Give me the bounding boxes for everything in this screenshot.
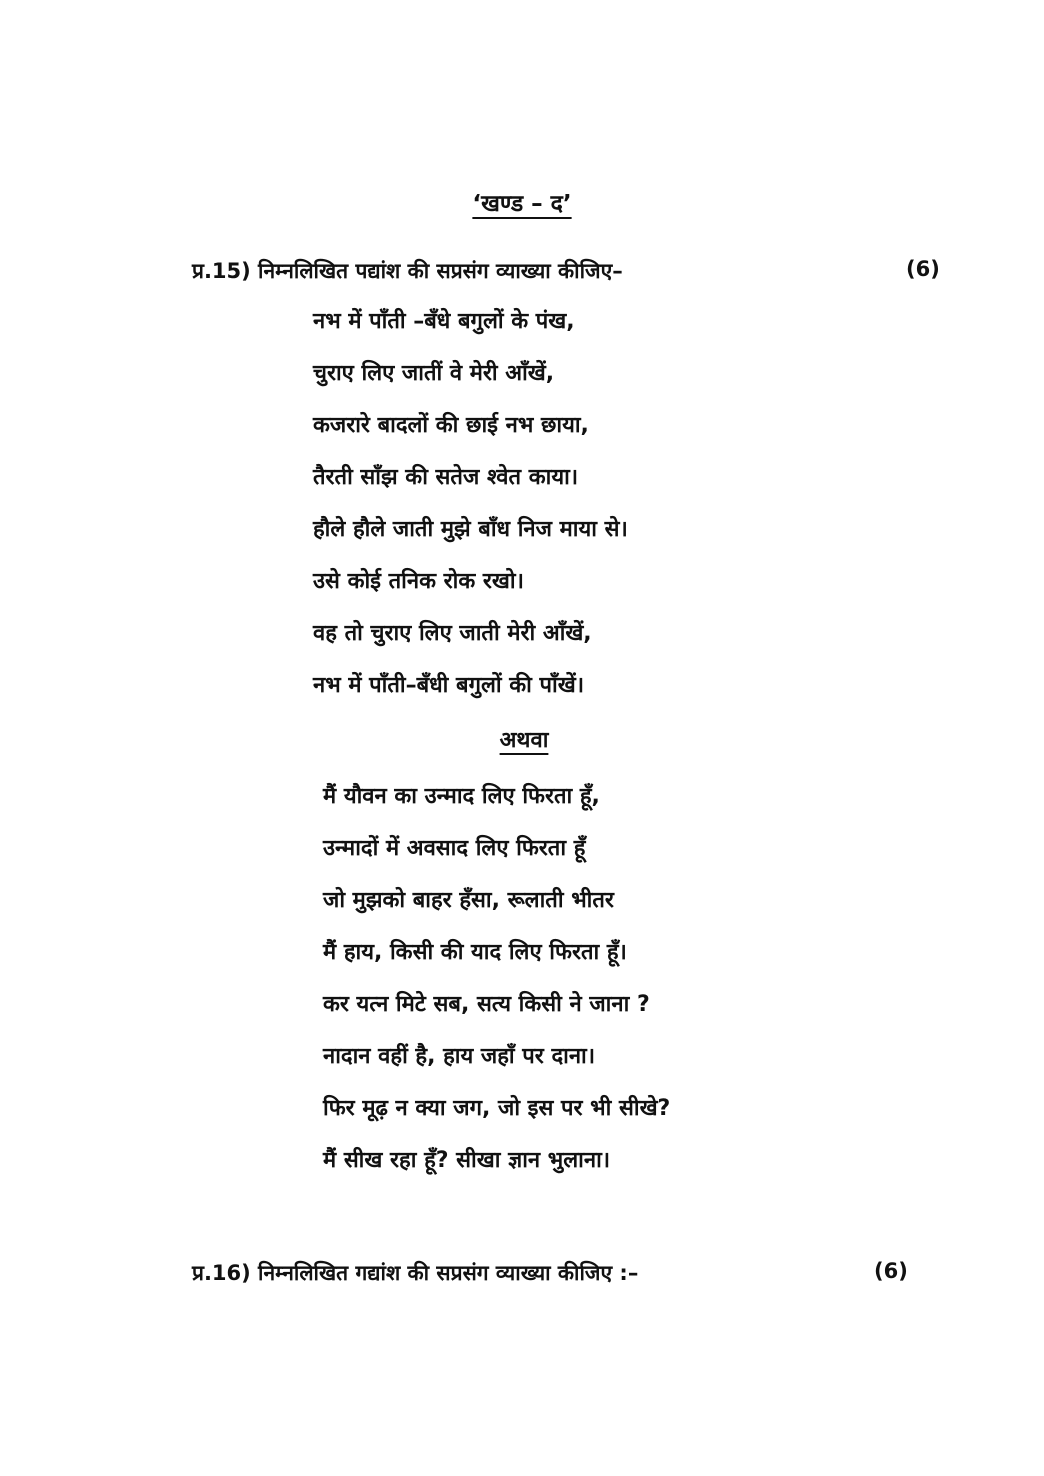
poem-1	[313, 296, 628, 712]
question-15-label: प्र.15) निम्नलिखित पद्यांश की सप्रसंग व्याख्या कीजिए–	[192, 259, 623, 283]
poem-line: मैं हाय, किसी की याद लिए फिरता हूँ।	[323, 940, 627, 965]
poem-line: फिर मूढ़ न क्या जग, जो इस पर भी सीखे?	[323, 1096, 671, 1121]
section-heading	[0, 186, 1044, 218]
question-15-marks: (6)	[906, 257, 940, 281]
poem-line: नभ में पाँती–बँधी बगुलों की पाँखें।	[313, 673, 585, 698]
poem-line: कजरारे बादलों की छाई नभ छाया,	[313, 413, 589, 438]
poem-line: वह तो चुराए लिए जाती मेरी आँखें,	[313, 621, 592, 646]
poem-line: कर यत्न मिटे सब, सत्य किसी ने जाना ?	[323, 992, 650, 1017]
poem-line: चुराए लिए जातीं वे मेरी आँखें,	[313, 361, 555, 386]
or-label: अथवा	[499, 728, 549, 753]
poem-line: नादान वहीं है, हाय जहाँ पर दाना।	[323, 1044, 596, 1069]
poem-line: तैरती साँझ की सतेज श्वेत काया।	[313, 465, 579, 490]
poem-line: नभ में पाँती –बँधे बगुलों के पंख,	[313, 309, 575, 334]
poem-line: हौले हौले जाती मुझे बाँध निज माया से।	[313, 517, 628, 542]
poem-line: जो मुझको बाहर हँसा, रूलाती भीतर	[323, 888, 614, 913]
question-16-marks: (6)	[874, 1259, 908, 1283]
or-separator	[0, 724, 1044, 754]
question-16-label: प्र.16) निम्नलिखित गद्यांश की सप्रसंग व्याख्या कीजिए :–	[192, 1261, 639, 1285]
poem-line: उन्मादों में अवसाद लिए फिरता हूँ	[323, 836, 586, 861]
section-title-text: ‘खण्ड – द’	[472, 191, 572, 217]
poem-line: उसे कोई तनिक रोक रखो।	[313, 569, 524, 594]
poem-2	[323, 771, 670, 1187]
poem-line: मैं यौवन का उन्माद लिए फिरता हूँ,	[323, 784, 600, 809]
poem-line: मैं सीख रहा हूँ? सीखा ज्ञान भुलाना।	[323, 1148, 611, 1173]
